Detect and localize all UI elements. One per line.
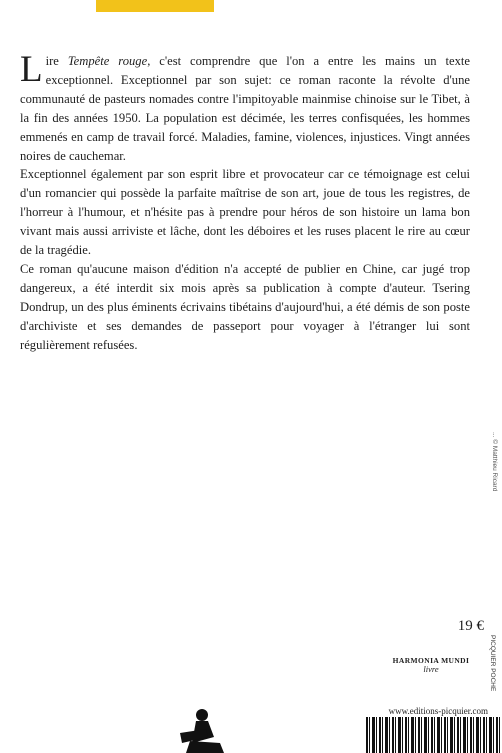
publisher-subtitle: livre — [423, 664, 439, 674]
photo-credit — [488, 432, 500, 582]
price-label: 19 € — [457, 618, 484, 634]
yellow-accent-band — [96, 0, 214, 12]
blurb-paragraph-1 — [20, 49, 471, 165]
reader-figure-icon — [162, 703, 228, 753]
imprint-mark — [484, 635, 500, 705]
blurb-paragraph-2: Exceptionnel également par son esprit libre et provocateur car ce témoignage est celui d'un romancier qui possède la parfaite maîtrise de son art, joue de tous les registres, de l'horreur à l'humour, et n'hésite pas à prendre pour héros de son histoire un lama bon vivant mais aussi arriviste et lâche, dont les déboires et les ruses placent le rire au cœur de la tragédie. — [20, 167, 470, 258]
book-title: Tempête rouge — [67, 54, 148, 68]
photo-credit-text: ... © Matthieu Ricard — [491, 432, 498, 492]
back-cover-blurb — [20, 49, 471, 355]
drop-cap: L — [20, 49, 43, 90]
blurb-paragraph-3: Ce roman qu'aucune maison d'édition n'a accepté de publier en Chine, car jugé trop dangereux, a été interdit six mois après sa publication à compte d'auteur. Tsering Dondrup, un des plus éminents écrivains tibétains d'aujourd'hui, a été démis de son poste d'archiviste et ses demandes de passeport pour voyager à l'étranger lui sont régulièrement refusées. — [20, 261, 470, 352]
barcode — [366, 717, 502, 753]
blurb-paragraph-1-text: , c'est comprendre que l'on a entre les mains un texte exceptionnel. Exceptionnel par son sujet: ce roman raconte la révolte d'une communauté de pasteurs nomades contre l'impitoyable mainmise chinoise sur le Tibet, à la fin des années 1950. La population est décimée, les terres confisquées, les hommes emmenés en camp de travail forcé. Maladies, famine, violences, injustices. Vingt années noires de cauchemar. — [20, 54, 471, 163]
publisher-name: HARMONIA MUNDI — [392, 656, 470, 665]
publisher-website: www.editions-picquier.com — [388, 706, 488, 716]
blurb-lead: ire — [45, 54, 68, 68]
publisher-logo — [372, 656, 490, 674]
imprint-text: PICQUIER POCHE — [489, 635, 496, 692]
